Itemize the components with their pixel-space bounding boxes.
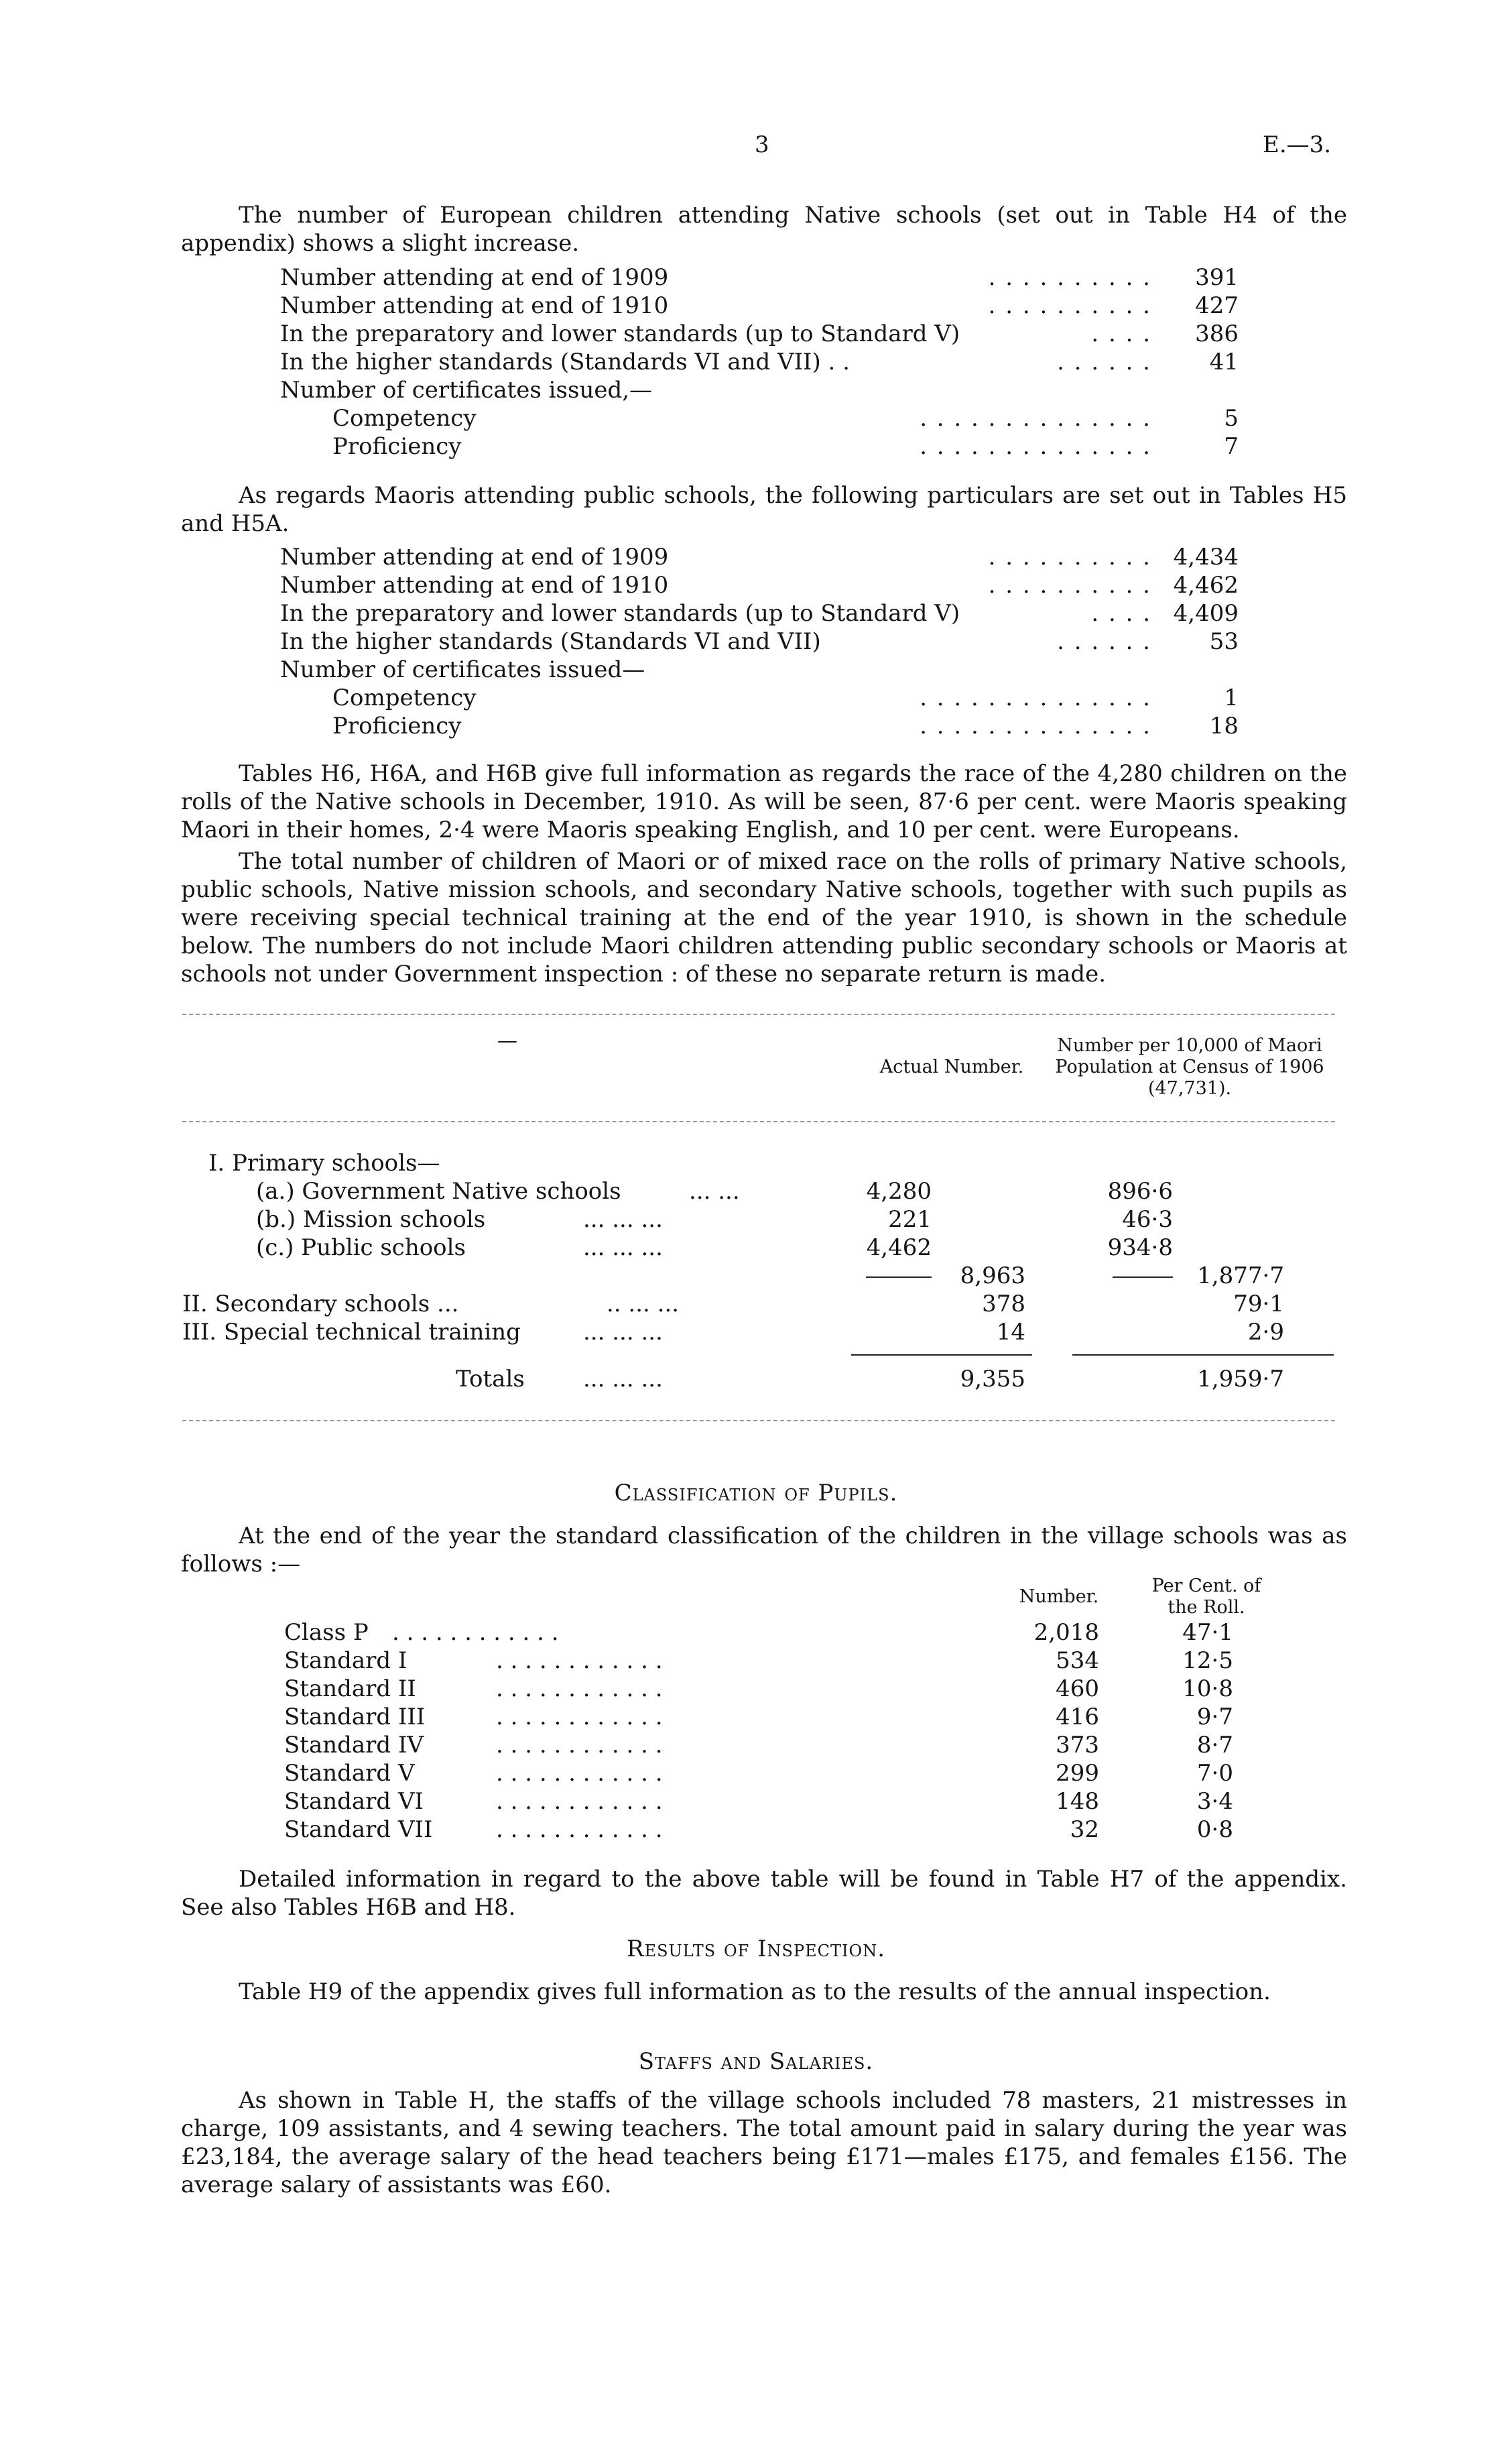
- primary-total-per: 1,877·7: [1197, 1262, 1284, 1289]
- results-heading: Results of Inspection.: [626, 1936, 886, 1962]
- totals-rule: [1072, 1354, 1334, 1356]
- list-item: In the higher standards (Standards VI and VII) . . . . . . . . 41: [280, 349, 1239, 375]
- subtotal-rule: [1113, 1276, 1173, 1278]
- page-number: 3: [755, 131, 769, 158]
- list-item: Competency . . . . . . . . . . . . . . 5: [332, 405, 1239, 432]
- list-item: Number attending at end of 1909 . . . . . . . . . . 391: [280, 264, 1239, 291]
- paragraph-total-number: The total number of children of Maori or of mixed race on the rolls of primary Native schools, public schools, Native mission schools, and secondary Native schools, together with such pupils as were receiving special technical training at the end of the year 1910, is shown in the schedule below. The numbers do not include Maori children attending public secondary schools or Maoris at schools not under Government inspection : of these no separate return is made.: [181, 848, 1347, 988]
- results-paragraph: Table H9 of the appendix gives full information as to the results of the annual inspection.: [239, 1978, 1271, 2005]
- primary-heading: I. Primary schools—: [208, 1150, 440, 1177]
- list-item: Number of certificates issued—: [280, 656, 645, 683]
- primary-total-actual: 8,963: [960, 1262, 1025, 1289]
- table-header-rule: [182, 1121, 1335, 1122]
- list-item: In the preparatory and lower standards (up to Standard V) . . . . 4,409: [280, 600, 1239, 627]
- percent-header: Per Cent. of the Roll.: [1151, 1575, 1261, 1618]
- actual-number-header: Actual Number.: [879, 1057, 1024, 1077]
- list-item: Competency . . . . . . . . . . . . . . 1: [332, 685, 1239, 711]
- list-item: In the higher standards (Standards VI and VII) . . . . . . 53: [280, 628, 1239, 655]
- number-header: Number.: [1019, 1586, 1099, 1607]
- staffs-heading: Staffs and Salaries.: [638, 2048, 874, 2075]
- per-population-header: Number per 10,000 of Maori Population at Census of 1906 (47,731).: [1055, 1035, 1324, 1099]
- staffs-paragraph: As shown in Table H, the staffs of the village schools included 78 masters, 21 mistresses in charge, 109 assistants, and 4 sewing teachers. The total amount paid in salary during the year was £23,184, the average salary of the head teachers being £171—males £175, and females £156. The average salary of assistants was £60.: [181, 2087, 1347, 2198]
- paragraph-tables-h6: Tables H6, H6A, and H6B give full information as regards the race of the 4,280 children on the rolls of the Native schools in December, 1910. As will be seen, 87·6 per cent. were Maoris speaking Maori in their homes, 2·4 were Maoris speaking English, and 10 per cent. were Europeans.: [181, 760, 1347, 843]
- list-item: Number attending at end of 1909 . . . . . . . . . . 4,434: [280, 544, 1239, 571]
- table-bottom-rule: [182, 1420, 1335, 1421]
- list-item: In the preparatory and lower standards (up to Standard V) . . . . 386: [280, 320, 1239, 347]
- blank-column-header: —: [497, 1029, 517, 1053]
- classification-heading: Classification of Pupils.: [614, 1480, 898, 1506]
- list-item: Proficiency . . . . . . . . . . . . . . 7: [332, 433, 1239, 460]
- list-item: Proficiency . . . . . . . . . . . . . . 18: [332, 713, 1239, 739]
- document-reference: E.—3.: [1263, 131, 1332, 158]
- paragraph-european: The number of European children attending Native schools (set out in Table H4 of the appendix) shows a slight increase.: [181, 202, 1347, 257]
- list-item: Number attending at end of 1910 . . . . . . . . . . 4,462: [280, 572, 1239, 599]
- totals-rule: [851, 1354, 1032, 1356]
- classification-note: Detailed information in regard to the above table will be found in Table H7 of the appendix. See also Tables H6B and H8.: [181, 1866, 1347, 1921]
- classification-intro: At the end of the year the standard classification of the children in the village schools was as follows :—: [181, 1523, 1347, 1578]
- paragraph-maori-public: As regards Maoris attending public schools, the following particulars are set out in Tables H5 and H5A.: [181, 482, 1347, 537]
- subtotal-rule: [866, 1276, 932, 1278]
- list-item: Number attending at end of 1910 . . . . . . . . . . 427: [280, 292, 1239, 319]
- list-item: Number of certificates issued,—: [280, 377, 653, 404]
- table-top-rule: [182, 1014, 1335, 1015]
